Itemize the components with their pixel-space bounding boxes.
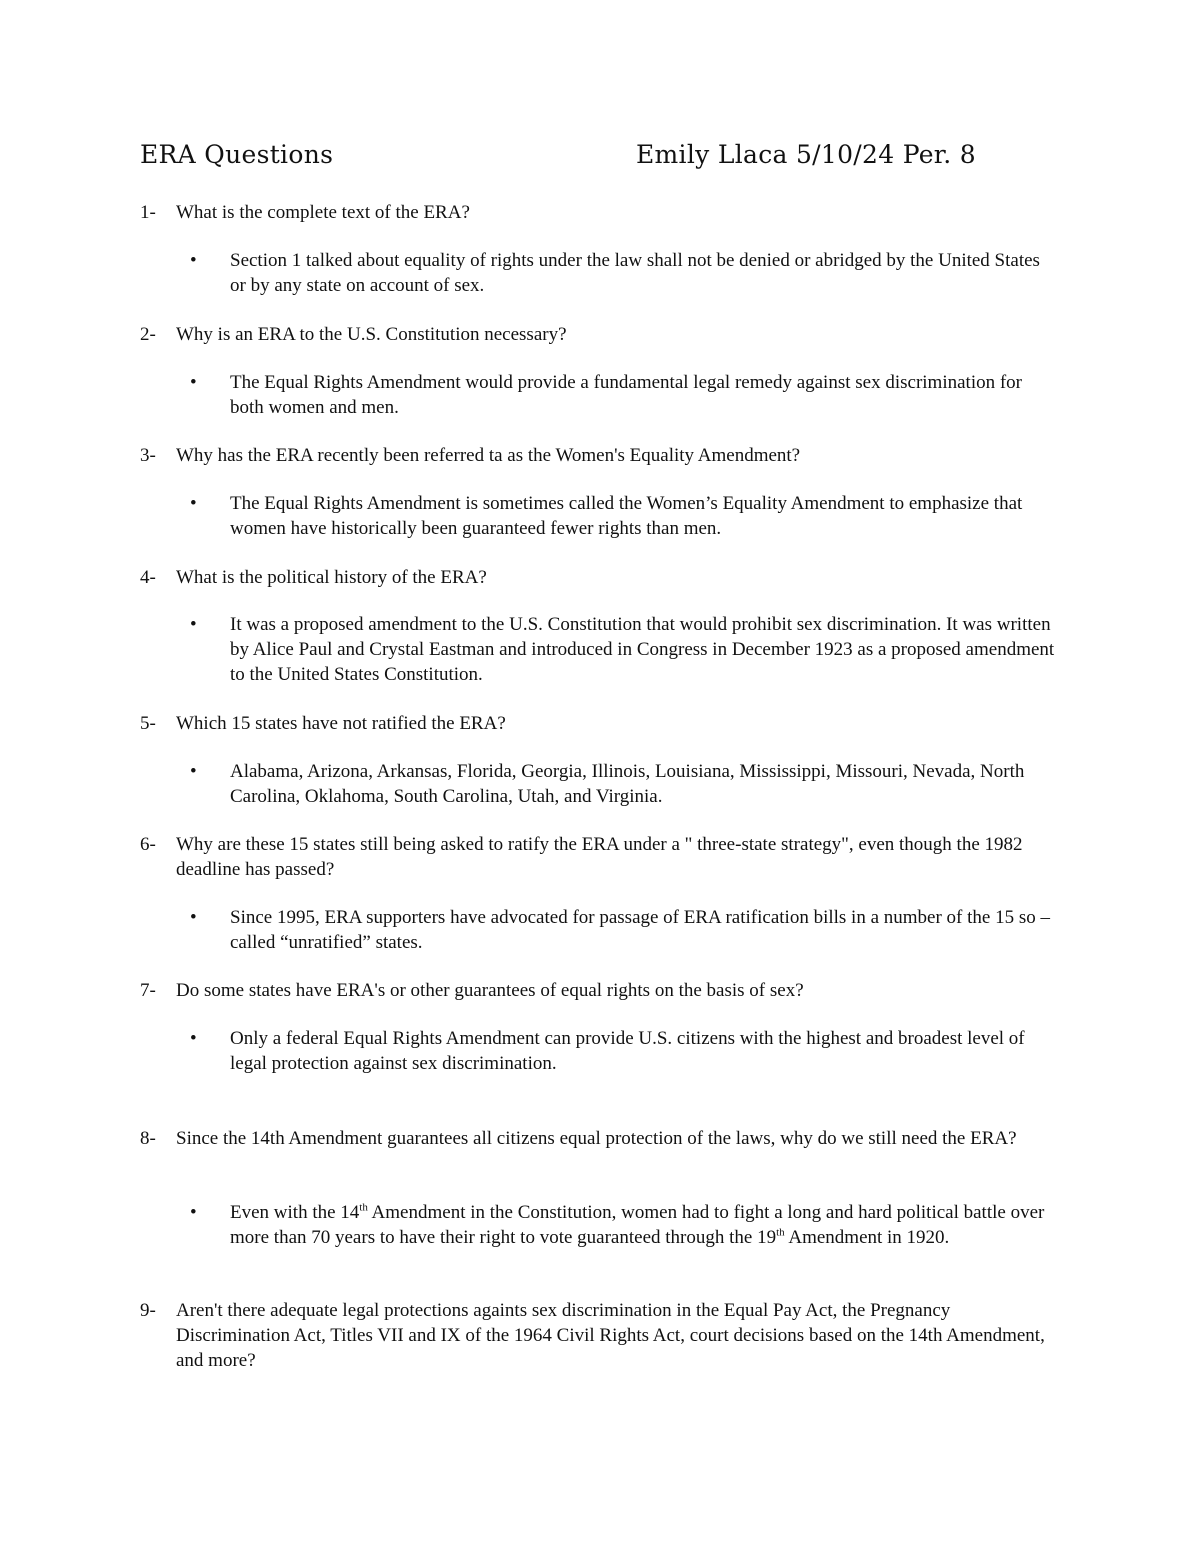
question-text: Why are these 15 states still being asked to ratify the ERA under a " three-state strategy", even though the 1982 deadline has passed?: [176, 834, 1023, 880]
question-number: 6-: [140, 834, 156, 855]
question-8: [140, 1126, 1060, 1151]
question-7: [140, 978, 1060, 1003]
question-5: [140, 711, 1060, 736]
answer-8: [190, 1200, 1060, 1250]
answer-text: The Equal Rights Amendment would provide a fundamental legal remedy against sex discrimination for both women and men.: [230, 372, 1022, 418]
answer-text: Since 1995, ERA supporters have advocated for passage of ERA ratification bills in a number of the 15 so – called “unratified” states.: [230, 907, 1050, 953]
question-number: 1-: [140, 202, 156, 223]
question-6: [140, 832, 1060, 882]
bullet-icon: •: [190, 761, 197, 782]
question-text: Why has the ERA recently been referred ta as the Women's Equality Amendment?: [176, 445, 801, 466]
answer-2: [190, 370, 1060, 420]
question-2: [140, 322, 1060, 347]
question-text: Aren't there adequate legal protections againts sex discrimination in the Equal Pay Act, the Pregnancy Discrimination Act, Titles VII and IX of the 1964 Civil Rights Act, court decisions based on the 14th Amendment, and more?: [176, 1300, 1045, 1371]
student-info: Emily Llaca 5/10/24 Per. 8: [636, 140, 976, 169]
question-number: 8-: [140, 1128, 156, 1149]
answer-3: [190, 491, 1060, 541]
bullet-icon: •: [190, 372, 197, 393]
bullet-icon: •: [190, 1202, 197, 1223]
answer-text: Alabama, Arizona, Arkansas, Florida, Georgia, Illinois, Louisiana, Mississippi, Missouri, Nevada, North Carolina, Oklahoma, South Carolina, Utah, and Virginia.: [230, 761, 1025, 807]
question-number: 5-: [140, 713, 156, 734]
question-3: [140, 443, 1060, 468]
answer-text: Even with the 14th Amendment in the Constitution, women had to fight a long and hard political battle over more than 70 years to have their right to vote guaranteed through the 19th Amendment in 1920.: [230, 1201, 1045, 1248]
question-number: 9-: [140, 1300, 156, 1321]
answer-6: [190, 905, 1060, 955]
bullet-icon: •: [190, 1028, 197, 1049]
answer-text: It was a proposed amendment to the U.S. Constitution that would prohibit sex discrimination. It was written by Alice Paul and Crystal Eastman and introduced in Congress in December 1923 as a proposed amendment to the United States Constitution.: [230, 614, 1055, 685]
question-number: 3-: [140, 445, 156, 466]
bullet-icon: •: [190, 614, 197, 635]
question-number: 2-: [140, 324, 156, 345]
answer-text: Only a federal Equal Rights Amendment can provide U.S. citizens with the highest and broadest level of legal protection against sex discrimination.: [230, 1028, 1025, 1074]
bullet-icon: •: [190, 493, 197, 514]
bullet-icon: •: [190, 907, 197, 928]
answer-7: [190, 1026, 1060, 1076]
bullet-icon: •: [190, 250, 197, 271]
answer-5: [190, 759, 1060, 809]
question-number: 4-: [140, 567, 156, 588]
answer-4: [190, 612, 1060, 687]
answer-1: [190, 248, 1060, 298]
question-text: Why is an ERA to the U.S. Constitution necessary?: [176, 324, 567, 345]
document-title: ERA Questions: [140, 140, 334, 169]
question-text: Do some states have ERA's or other guarantees of equal rights on the basis of sex?: [176, 980, 804, 1001]
question-4: [140, 565, 1060, 590]
question-number: 7-: [140, 980, 156, 1001]
question-text: What is the political history of the ERA?: [176, 567, 487, 588]
question-1: [140, 200, 1060, 225]
answer-text: The Equal Rights Amendment is sometimes called the Women’s Equality Amendment to emphasize that women have historically been guaranteed fewer rights than men.: [230, 493, 1023, 539]
question-9: [140, 1298, 1060, 1373]
question-text: What is the complete text of the ERA?: [176, 202, 470, 223]
question-text: Which 15 states have not ratified the ERA?: [176, 713, 506, 734]
question-text: Since the 14th Amendment guarantees all citizens equal protection of the laws, why do we still need the ERA?: [176, 1128, 1017, 1149]
answer-text: Section 1 talked about equality of rights under the law shall not be denied or abridged by the United States or by any state on account of sex.: [230, 250, 1040, 296]
